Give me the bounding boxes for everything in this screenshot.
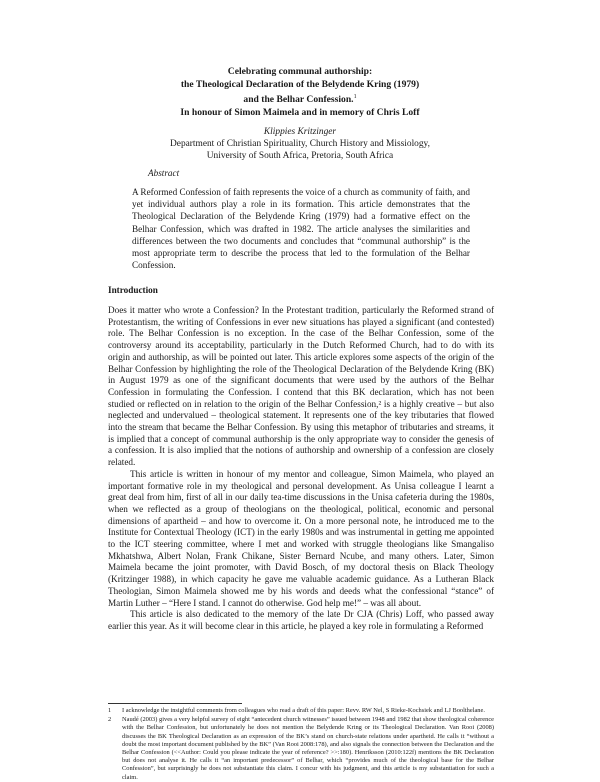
abstract-heading: Abstract [148, 168, 180, 178]
footnote-divider [108, 703, 242, 704]
title-line-4: In honour of Simon Maimela and in memory of Chris Loff [180, 106, 420, 118]
title-line-3-text: and the Belhar Confession. [243, 94, 354, 106]
author-block [100, 126, 500, 162]
author-name: Klippies Kritzinger [263, 127, 337, 137]
paragraph-1: Does it matter who wrote a Confession? In the Protestant tradition, particularly the Reformed strand of Protestantism, the writing of Confessions in ever new situations has played a significant (and contested) role. The Belhar Confession is no exception. In the case of the Belhar Confession, some of the controversy around its acceptability, particularly in the Dutch Reformed Church, had to do with its origin and authorship, as will be pointed out later. This article explores some aspects of the origin of the Belhar Confession by highlighting the role of the Theological Declaration of the Belydende Kring (BK) in August 1979 as one of the significant documents that were used by the authors of the Belhar Confession in formulating the Confession. I contend that this BK declaration, which has not been studied or reflected on in relation to the origin of the Belhar Confession,² is a highly creative – but also neglected and undervalued – theological statement. It represents one of the key tributaries that flowed into the stream that became the Belhar Confession. By using this metaphor of tributaries and streams, it is implied that a concept of communal authorship is the only appropriate way to consider the genesis of a confession. It is also implied that the notions of authorship and ownership of a confession are closely related. [108, 305, 494, 468]
footnotes [108, 707, 494, 782]
article-title [100, 66, 500, 120]
footnote-ref-1[interactable]: 1 [353, 94, 357, 101]
introduction-heading: Introduction [108, 285, 158, 295]
footnote-text: I acknowledge the insightful comments from colleagues who read a draft of this paper: Revv. RW Nel, S Rieke-Kochsiek and LJ Boolthelane. [122, 707, 485, 714]
footnote-text: Naudé (2003) gives a very helpful survey of eight “antecedent church witnesses” issued between 1948 and 1982 that show theological coherence with the Belhar Confession, but unfortunately he does not mention the Belydende Kring or its Theological Declaration. Van Rooi (2008) discusses the BK Theological Declaration as an expression of the BK’s stand on church-state relations under apartheid. He calls it “without a doubt the most important document published by the BK” (Van Rooi 2008:178), and also signals the connection between the Declaration and the Belhar Confession (<<Author: Could you please indicate the year of reference? >>:180). Henriksson (2010:122f) mentions the BK Declaration but does not analyse it. He calls it “an important predecessor” of Belhar, which “provides much of the theological base for the Belhar Confession”, but surprisingly he does not substantiate this claim. I concur with his judgment, and this article is my substantiation for such a claim. [122, 716, 494, 781]
author-affiliation-2: University of South Africa, Pretoria, South Africa [206, 151, 394, 161]
paragraph-2: This article is written in honour of my mentor and colleague, Simon Maimela, who played an important formative role in my theological and personal development. As Unisa colleague I learnt a great deal from him, first of all in our daily tea-time discussions in the Unisa cafeteria during the 1980s, when we reflected as a group of theologians on the theological, political, economic and personal dimensions of apartheid – and how to overcome it. On a more personal note, he introduced me to the Institute for Contextual Theology (ICT) in the early 1980s and was instrumental in getting me appointed to the ICT steering committee, where I met and worked with struggle theologians like Smangaliso Mkhatshwa, Albert Nolan, Frank Chikane, Sister Bernard Ncube, and many others. Later, Simon Maimela became the joint promoter, with David Bosch, of my doctoral thesis on Black Theology (Kritzinger 1988), in which capacity he gave me valuable academic guidance. As a Lutheran Black Theologian, Simon Maimela showed me by his words and deeds what the confessional “stance” of Martin Luther – “Here I stand. I cannot do otherwise. God help me!” – was all about. [108, 468, 494, 608]
title-line-3 [100, 91, 500, 107]
footnote-2 [108, 716, 494, 782]
footnote-number: 1 [108, 707, 112, 714]
title-line-2: the Theological Declaration of the Belydende Kring (1979) [180, 78, 420, 90]
footnote-number: 2 [108, 716, 112, 724]
introduction-body [108, 305, 494, 633]
paragraph-3: This article is also dedicated to the memory of the late Dr CJA (Chris) Loff, who passed away earlier this year. As it will become clear in this article, he played a key role in formulating a Reformed [108, 609, 494, 631]
abstract-text: A Reformed Confession of faith represents the voice of a church as community of faith, and yet individual authors play a role in its formation. This article demonstrates that the Theological Declaration of the Belydende Kring (1979) had a formative effect on the Belhar Confession, which was drafted in 1982. The article analyses the similarities and differences between the two documents and concludes that “communal authorship” is the most appropriate term to describe the process that led to the formulation of the Belhar Confession. [132, 187, 470, 271]
footnote-1 [108, 707, 494, 715]
title-line-1: Celebrating communal authorship: [227, 66, 373, 77]
author-affiliation-1: Department of Christian Spirituality, Church History and Missiology, [170, 139, 430, 149]
